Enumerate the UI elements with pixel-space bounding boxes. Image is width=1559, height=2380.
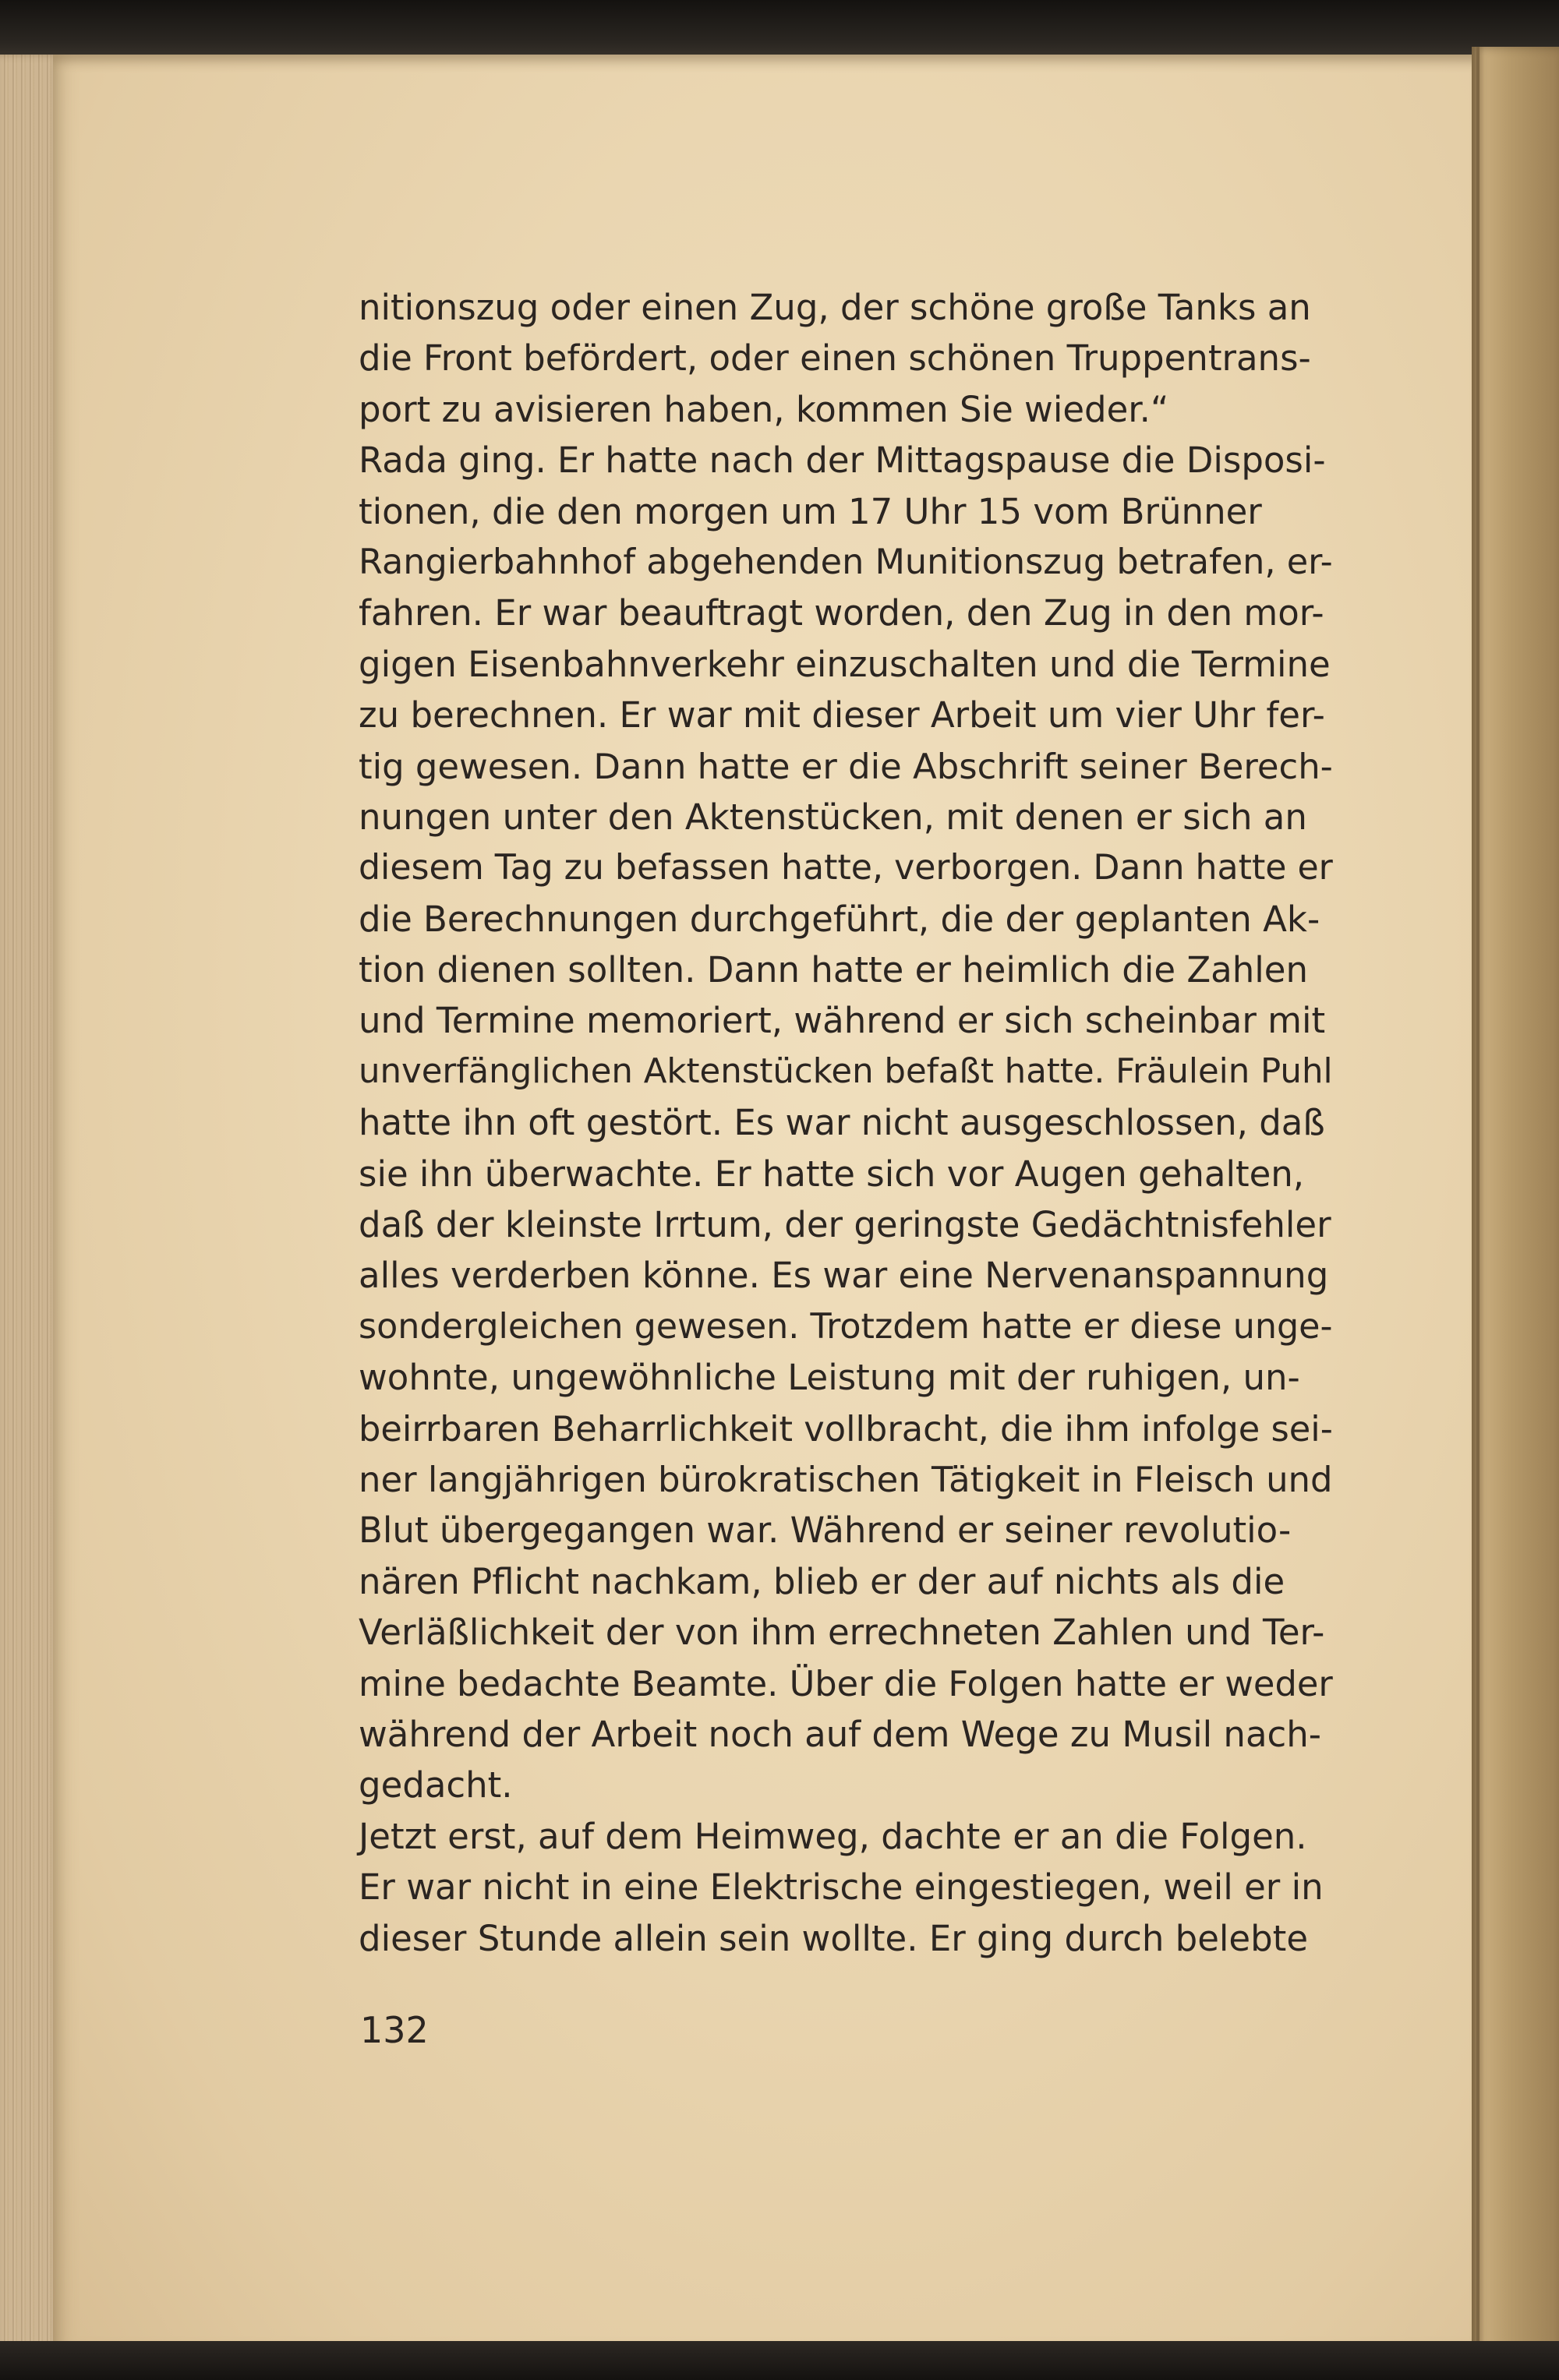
text-line: und Termine memoriert, während er sich scheinbar mit (359, 1000, 1326, 1042)
text-line: Er war nicht in eine Elektrische eingestiegen, weil er in (359, 1866, 1324, 1909)
text-line: sondergleichen gewesen. Trotzdem hatte er diese unge- (359, 1306, 1333, 1347)
text-line: unverfänglichen Aktenstücken befaßt hatte. Fräulein Puhl (359, 1051, 1333, 1091)
text-line: beirrbaren Beharrlichkeit vollbracht, die ihm infolge sei- (359, 1407, 1333, 1450)
text-line: nungen unter den Aktenstücken, mit denen er sich an (359, 796, 1307, 838)
text-line: dieser Stunde allein sein wollte. Er ging durch belebte (359, 1917, 1309, 1959)
text-line: diesem Tag zu befassen hatte, verborgen. Dann hatte er (359, 848, 1333, 888)
text-line: zu berechnen. Er war mit dieser Arbeit um vier Uhr fer- (359, 694, 1325, 736)
text-line: port zu avisieren haben, kommen Sie wieder.“ (359, 388, 1169, 430)
text-line: tionen, die den morgen um 17 Uhr 15 vom Brünner (359, 490, 1262, 532)
text-line: nären Pflicht nachkam, blieb er der auf nichts als die (359, 1560, 1285, 1602)
page-gutter-line (1476, 47, 1479, 2361)
text-line: Blut übergegangen war. Während er seiner revolutio- (359, 1510, 1292, 1552)
text-line: gigen Eisenbahnverkehr einzuschalten und die Termine (359, 643, 1331, 685)
book-binding-edge (1472, 47, 1559, 2361)
text-line: sie ihn überwachte. Er hatte sich vor Augen gehalten, (359, 1153, 1305, 1195)
text-line: die Front befördert, oder einen schönen Truppentrans- (359, 337, 1311, 380)
text-line: tig gewesen. Dann hatte er die Abschrift seiner Berech- (359, 745, 1333, 787)
scan-top-border (0, 0, 1559, 61)
scan-bottom-border (0, 2341, 1559, 2380)
text-line: alles verderben könne. Es war eine Nervenanspannung (359, 1255, 1329, 1297)
text-line: wohnte, ungewöhnliche Leistung mit der ruhigen, un- (359, 1357, 1300, 1399)
text-line: während der Arbeit noch auf dem Wege zu Musil nach- (359, 1713, 1322, 1755)
text-line: Verläßlichkeit der von ihm errechneten Zahlen und Ter- (359, 1612, 1325, 1654)
text-line: nitionszug oder einen Zug, der schöne große Tanks an (359, 287, 1311, 328)
text-line: hatte ihn oft gestört. Es war nicht ausgeschlossen, daß (359, 1102, 1325, 1144)
text-line: gedacht. (359, 1764, 513, 1806)
text-line: fahren. Er war beauftragt worden, den Zug in den mor- (359, 592, 1324, 634)
text-line: ner langjährigen bürokratischen Tätigkeit in Fleisch und (359, 1458, 1333, 1500)
page-number: 132 (360, 2009, 429, 2051)
text-line: daß der kleinste Irrtum, der geringste Gedächtnisfehler (359, 1204, 1331, 1246)
text-line: tion dienen sollten. Dann hatte er heimlich die Zahlen (359, 949, 1308, 991)
text-line: Jetzt erst, auf dem Heimweg, dachte er an die Folgen. (359, 1815, 1307, 1857)
text-line: mine bedachte Beamte. Über die Folgen hatte er weder (359, 1662, 1333, 1704)
body-text (359, 282, 1333, 1964)
text-line: Rangierbahnhof abgehenden Munitionszug betrafen, er- (359, 541, 1333, 582)
text-line: Rada ging. Er hatte nach der Mittagspause die Disposi- (359, 440, 1326, 482)
text-line: die Berechnungen durchgeführt, die der geplanten Ak- (359, 898, 1320, 940)
